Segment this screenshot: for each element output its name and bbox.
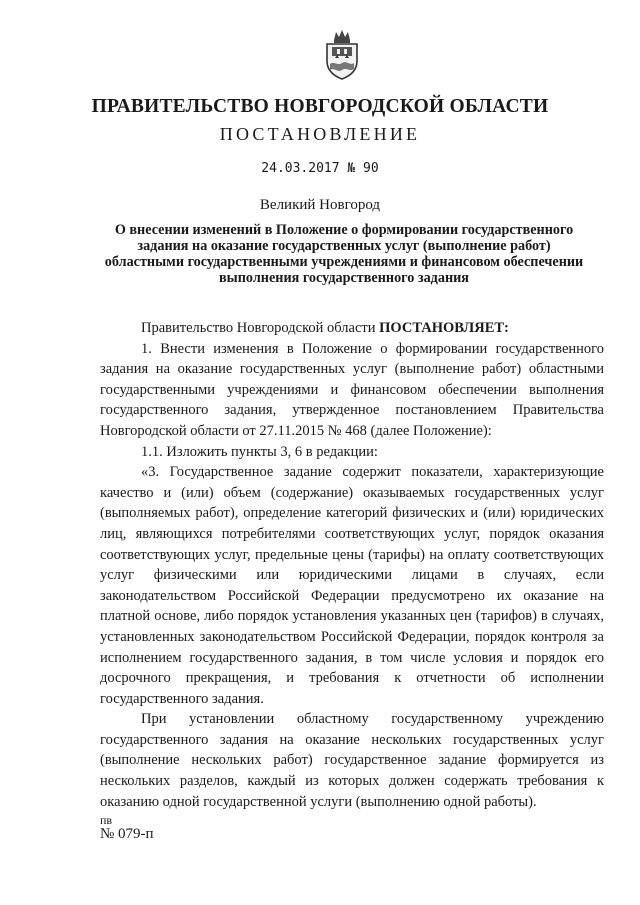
document-body [100,318,604,812]
paragraph-3-continued: При установлении областному государственному учреждению государственного задания на оказание нескольких государственных услуг (выполнение нескольких работ) государственное задание формируется из нескольких разделов, каждый из которых должен содержать требования к оказанию одной государственной услуги (выполнению одной работы). [100,711,604,810]
document-subject: О внесении изменений в Положение о формировании государственного задания на оказание государственных услуг (выполнение работ) областными государственными учреждениями и финансовом обеспечении выполнения государственного задания [104,222,584,286]
paragraph-1: 1. Внести изменения в Положение о формировании государственного задания на оказание государственных услуг (выполнение работ) областными государственными учреждениями и финансовом обеспечении выполнения государственного задания, утвержденное постановлением Правительства Новгородской области от 27.11.2015 № 468 (далее Положение): [100,340,604,439]
preamble-decree: ПОСТАНОВЛЯЕТ: [379,320,509,336]
document-place: Великий Новгород [259,197,381,213]
preamble-text: Правительство Новгородской области [141,320,380,336]
government-title: ПРАВИТЕЛЬСТВО НОВГОРОДСКОЙ ОБЛАСТИ [91,96,549,117]
preamble [100,318,604,339]
document-type: ПОСТАНОВЛЕНИЕ [219,124,421,144]
footer-document-number: № 079-п [100,826,154,842]
novgorod-coat-of-arms-icon [322,28,362,80]
paragraph-3: «3. Государственное задание содержит показатели, характеризующие качество и (или) объем (содержание) оказываемых государственных услуг (выполняемых работ), определение категорий физических и (или) юридических лиц, являющихся потребителями соответствующих услуг, порядок оказания соответствующих услуг, предельные цены (тарифы) на оплату соответствующих услуг физическими или юридическими лицами в случаях, если законодательством Российской Федерации предусмотрено их оказание на платной основе, либо порядок установления указанных цен (тарифов) в случаях, установленных законодательством Российской Федерации, порядок контроля за исполнением государственного задания, в том числе условия и порядок его досрочного прекращения, и требования к отчетности об исполнении государственного задания. [100,464,604,707]
paragraph-1-1: 1.1. Изложить пункты 3, 6 в редакции: [141,443,378,460]
coat-of-arms [322,28,362,80]
document-date-number: 24.03.2017 № 90 [261,161,379,176]
footer-code: пв [100,813,113,827]
